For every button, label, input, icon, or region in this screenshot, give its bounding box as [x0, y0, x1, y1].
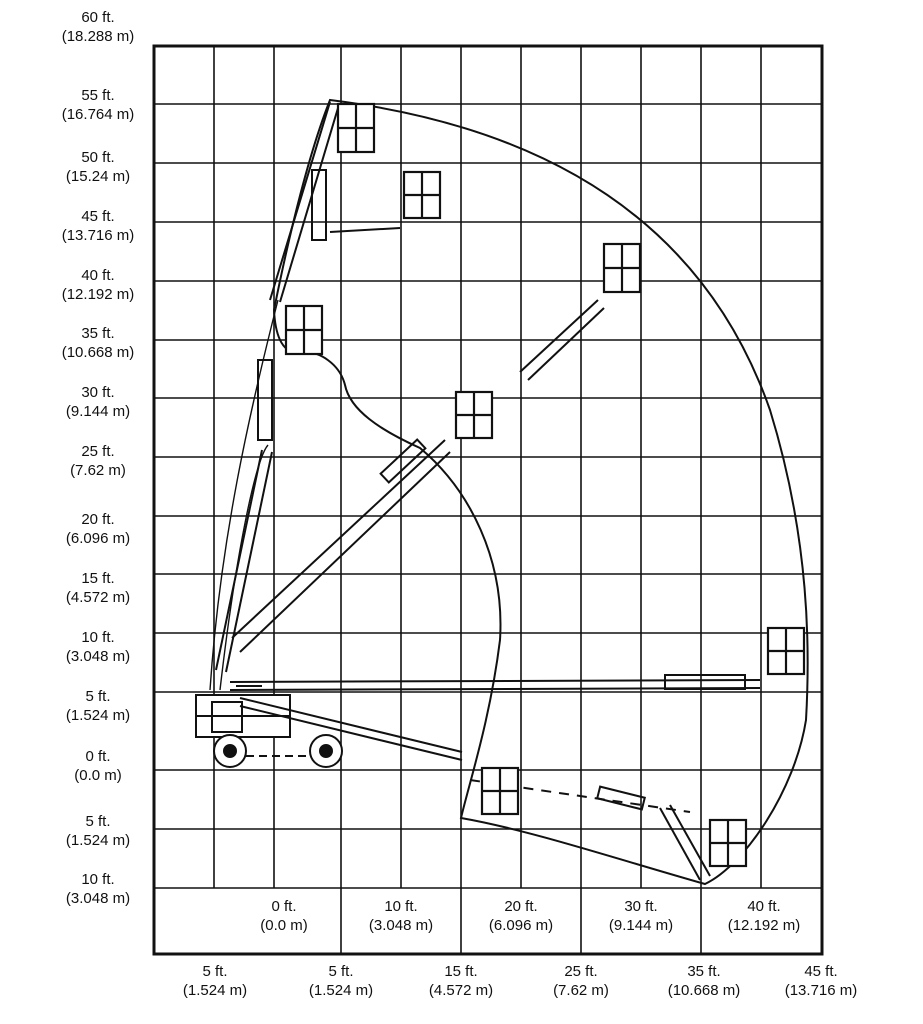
x-label-10ft: 10 ft. (3.048 m) — [368, 898, 434, 934]
y-label-5ft: 5 ft. (1.524 m) — [65, 688, 131, 724]
y-label-10ft: 10 ft. (3.048 m) — [65, 629, 131, 665]
y-label-25ft: 25 ft. (7.62 m) — [70, 443, 126, 479]
y-label-15ft: 15 ft. (4.572 m) — [65, 570, 131, 606]
y-label-20ft: 20 ft. (6.096 m) — [65, 511, 131, 547]
y-label-30ft: 30 ft. (9.144 m) — [65, 384, 131, 420]
y-label-55ft: 55 ft. (16.764 m) — [61, 87, 135, 123]
grid-frame — [154, 46, 822, 954]
y-label-neg10ft: 10 ft. (3.048 m) — [65, 871, 131, 907]
y-label-0ft: 0 ft. (0.0 m) — [74, 748, 122, 784]
working-envelope-outline — [274, 100, 808, 884]
x-label-45ft: 45 ft. (13.716 m) — [784, 963, 858, 999]
x-label-40ft: 40 ft. (12.192 m) — [727, 898, 801, 934]
x-label-neg5ft: 5 ft. (1.524 m) — [182, 963, 248, 999]
y-label-35ft: 35 ft. (10.668 m) — [61, 325, 135, 361]
y-label-60ft: 60 ft. (18.288 m) — [61, 9, 135, 45]
x-label-5ft: 5 ft. (1.524 m) — [308, 963, 374, 999]
boom-positions — [216, 102, 760, 880]
boom-sweep-line — [210, 300, 278, 690]
platform-baskets — [286, 104, 804, 866]
x-label-20ft: 20 ft. (6.096 m) — [488, 898, 554, 934]
y-label-50ft: 50 ft. (15.24 m) — [65, 149, 131, 185]
x-label-35ft: 35 ft. (10.668 m) — [667, 963, 741, 999]
x-label-0ft: 0 ft. (0.0 m) — [260, 898, 308, 934]
x-label-30ft: 30 ft. (9.144 m) — [608, 898, 674, 934]
x-label-15ft: 15 ft. (4.572 m) — [428, 963, 494, 999]
x-label-25ft: 25 ft. (7.62 m) — [553, 963, 609, 999]
boom-sweep-line-2 — [220, 445, 268, 690]
grid-lines — [154, 46, 822, 954]
y-label-neg5ft: 5 ft. (1.524 m) — [65, 813, 131, 849]
y-label-45ft: 45 ft. (13.716 m) — [61, 208, 135, 244]
y-label-40ft: 40 ft. (12.192 m) — [61, 267, 135, 303]
